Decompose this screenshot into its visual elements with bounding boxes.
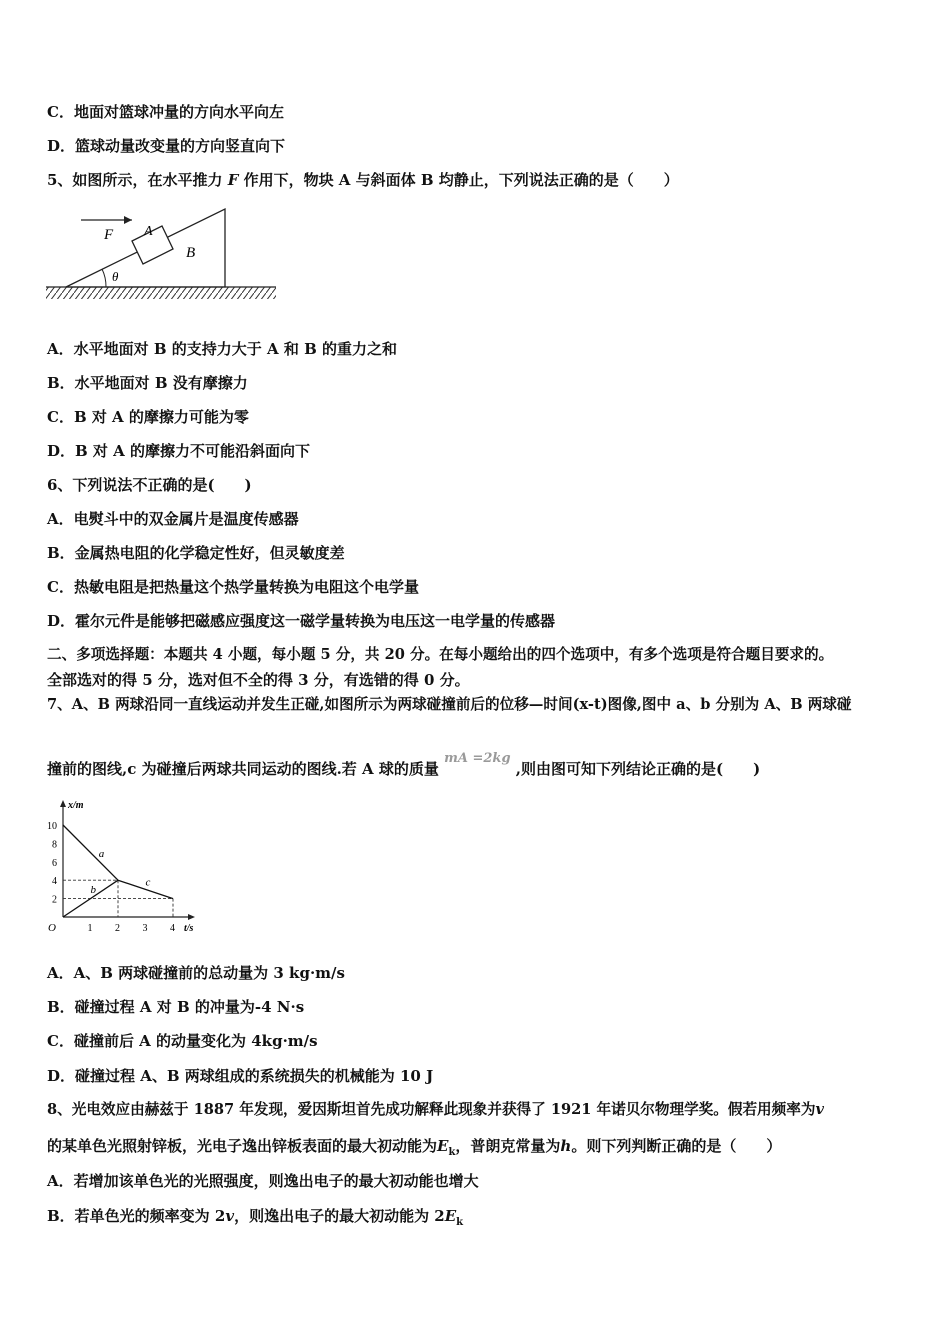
y-tick-label: 6 xyxy=(52,857,57,869)
q7-option-d: D．碰撞过程 A、B 两球组成的系统损失的机械能为 10 J xyxy=(47,1067,434,1085)
y-axis-label: x/m xyxy=(68,800,84,811)
q7-stem-line1: 7、A、B 两球沿同一直线运动并发生正碰,如图所示为两球碰撞前后的位移—时间(x-t)图像,图中 a、b 分别为 A、B 两球碰 xyxy=(47,696,852,713)
series-label-a: a xyxy=(98,848,105,861)
q8-stem-line2 xyxy=(47,1136,781,1163)
q8-stem2-h: h xyxy=(560,1137,572,1155)
origin-label: O xyxy=(48,922,56,934)
q4-option-d: D．篮球动量改变量的方向竖直向下 xyxy=(47,137,286,155)
q5-stem-post: 作用下，物块 A 与斜面体 B 均静止，下列说法正确的是（ ） xyxy=(243,171,679,189)
q7-mass-equation: mA =2kg xyxy=(444,751,511,766)
q4-option-c: C．地面对篮球冲量的方向水平向左 xyxy=(47,103,284,121)
x-tick-label: 1 xyxy=(87,923,93,934)
q8-optB-pre: B．若单色光的频率变为 2 xyxy=(47,1207,226,1225)
q7-stem2-pre: 撞前的图线,c 为碰撞后两球共同运动的图线.若 A 球的质量 xyxy=(47,760,439,778)
theta-arc xyxy=(102,269,106,287)
series-label-b: b xyxy=(90,884,96,897)
q5-option-d: D．B 对 A 的摩擦力不可能沿斜面向下 xyxy=(47,442,310,460)
q8-stem2-post: 。则下列判断正确的是（ ） xyxy=(571,1137,782,1155)
x-tick-label: 4 xyxy=(170,923,175,934)
q5-option-a: A．水平地面对 B 的支持力大于 A 和 B 的重力之和 xyxy=(47,340,397,358)
label-theta: θ xyxy=(112,269,119,284)
q8-stem1-v: v xyxy=(815,1101,824,1118)
q8-option-b xyxy=(47,1206,463,1233)
x-tick-label: 3 xyxy=(142,923,148,934)
q7-xt-chart xyxy=(40,798,200,940)
q7-option-c: C．碰撞前后 A 的动量变化为 4kg·m/s xyxy=(47,1032,318,1050)
series-line-a xyxy=(63,825,118,880)
label-B: B xyxy=(186,245,196,261)
q8-stem-line1 xyxy=(47,1100,824,1120)
q7-stem2-post: ,则由图可知下列结论正确的是( ) xyxy=(515,760,761,778)
y-tick-label: 2 xyxy=(52,894,57,906)
q5-option-b: B．水平地面对 B 没有摩擦力 xyxy=(47,374,248,392)
q8-optB-mid: ，则逸出电子的最大初动能为 2 xyxy=(234,1207,445,1225)
series-label-c: c xyxy=(145,876,151,889)
q7-option-b: B．碰撞过程 A 对 B 的冲量为-4 N·s xyxy=(47,998,305,1016)
q6-option-d: D．霍尔元件是能够把磁感应强度这一磁学量转换为电压这一电学量的传感器 xyxy=(47,612,556,630)
y-tick-label: 8 xyxy=(52,839,57,851)
q7-stem-line2 xyxy=(47,751,761,781)
x-tick-label: 2 xyxy=(115,923,120,934)
x-axis-label: t/s xyxy=(184,923,194,934)
label-F: F xyxy=(104,227,114,243)
x-axis-arrow xyxy=(188,914,195,920)
force-arrowhead xyxy=(124,216,132,224)
section2-line2: 全部选对的得 5 分，选对但不全的得 3 分，有选错的得 0 分。 xyxy=(47,671,470,689)
q8-stem2-pre: 的某单色光照射锌板，光电子逸出锌板表面的最大初动能为 xyxy=(47,1137,438,1155)
q5-stem xyxy=(47,170,679,190)
q6-option-c: C．热敏电阻是把热量这个热学量转换为电阻这个电学量 xyxy=(47,578,419,596)
q6-stem: 6、下列说法不正确的是( ) xyxy=(47,476,252,494)
q5-option-c: C．B 对 A 的摩擦力可能为零 xyxy=(47,408,249,426)
q6-option-a: A．电熨斗中的双金属片是温度传感器 xyxy=(47,510,299,528)
ground-hatch xyxy=(46,287,276,299)
q8-stem2-mid: ，普朗克常量为 xyxy=(455,1137,561,1155)
y-tick-label: 10 xyxy=(47,821,57,832)
y-axis-arrow xyxy=(60,800,66,807)
q5-stem-pre: 5、如图所示，在水平推力 xyxy=(47,171,223,189)
q8-stem2-k: k xyxy=(448,1147,456,1158)
q5-incline-figure xyxy=(44,205,280,303)
q6-option-b: B．金属热电阻的化学稳定性好，但灵敏度差 xyxy=(47,544,345,562)
q8-optB-v: v xyxy=(225,1207,235,1225)
q8-stem2-E: E xyxy=(437,1137,449,1155)
q8-option-a: A．若增加该单色光的光照强度，则逸出电子的最大初动能也增大 xyxy=(47,1172,479,1190)
q5-stem-F: F xyxy=(227,171,239,189)
q8-optB-E: E xyxy=(444,1207,457,1225)
q8-stem1-pre: 8、光电效应由赫兹于 1887 年发现，爱因斯坦首先成功解释此现象并获得了 1921 年诺贝尔物理学奖。假若用频率为 xyxy=(47,1101,816,1118)
q8-optB-k: k xyxy=(456,1217,464,1228)
section2-line1: 二、多项选择题：本题共 4 小题，每小题 5 分，共 20 分。在每小题给出的四个选项中，有多个选项是符合题目要求的。 xyxy=(47,646,834,663)
y-tick-label: 4 xyxy=(52,876,57,888)
label-A: A xyxy=(144,224,153,239)
q7-option-a: A．A、B 两球碰撞前的总动量为 3 kg·m/s xyxy=(47,964,345,982)
